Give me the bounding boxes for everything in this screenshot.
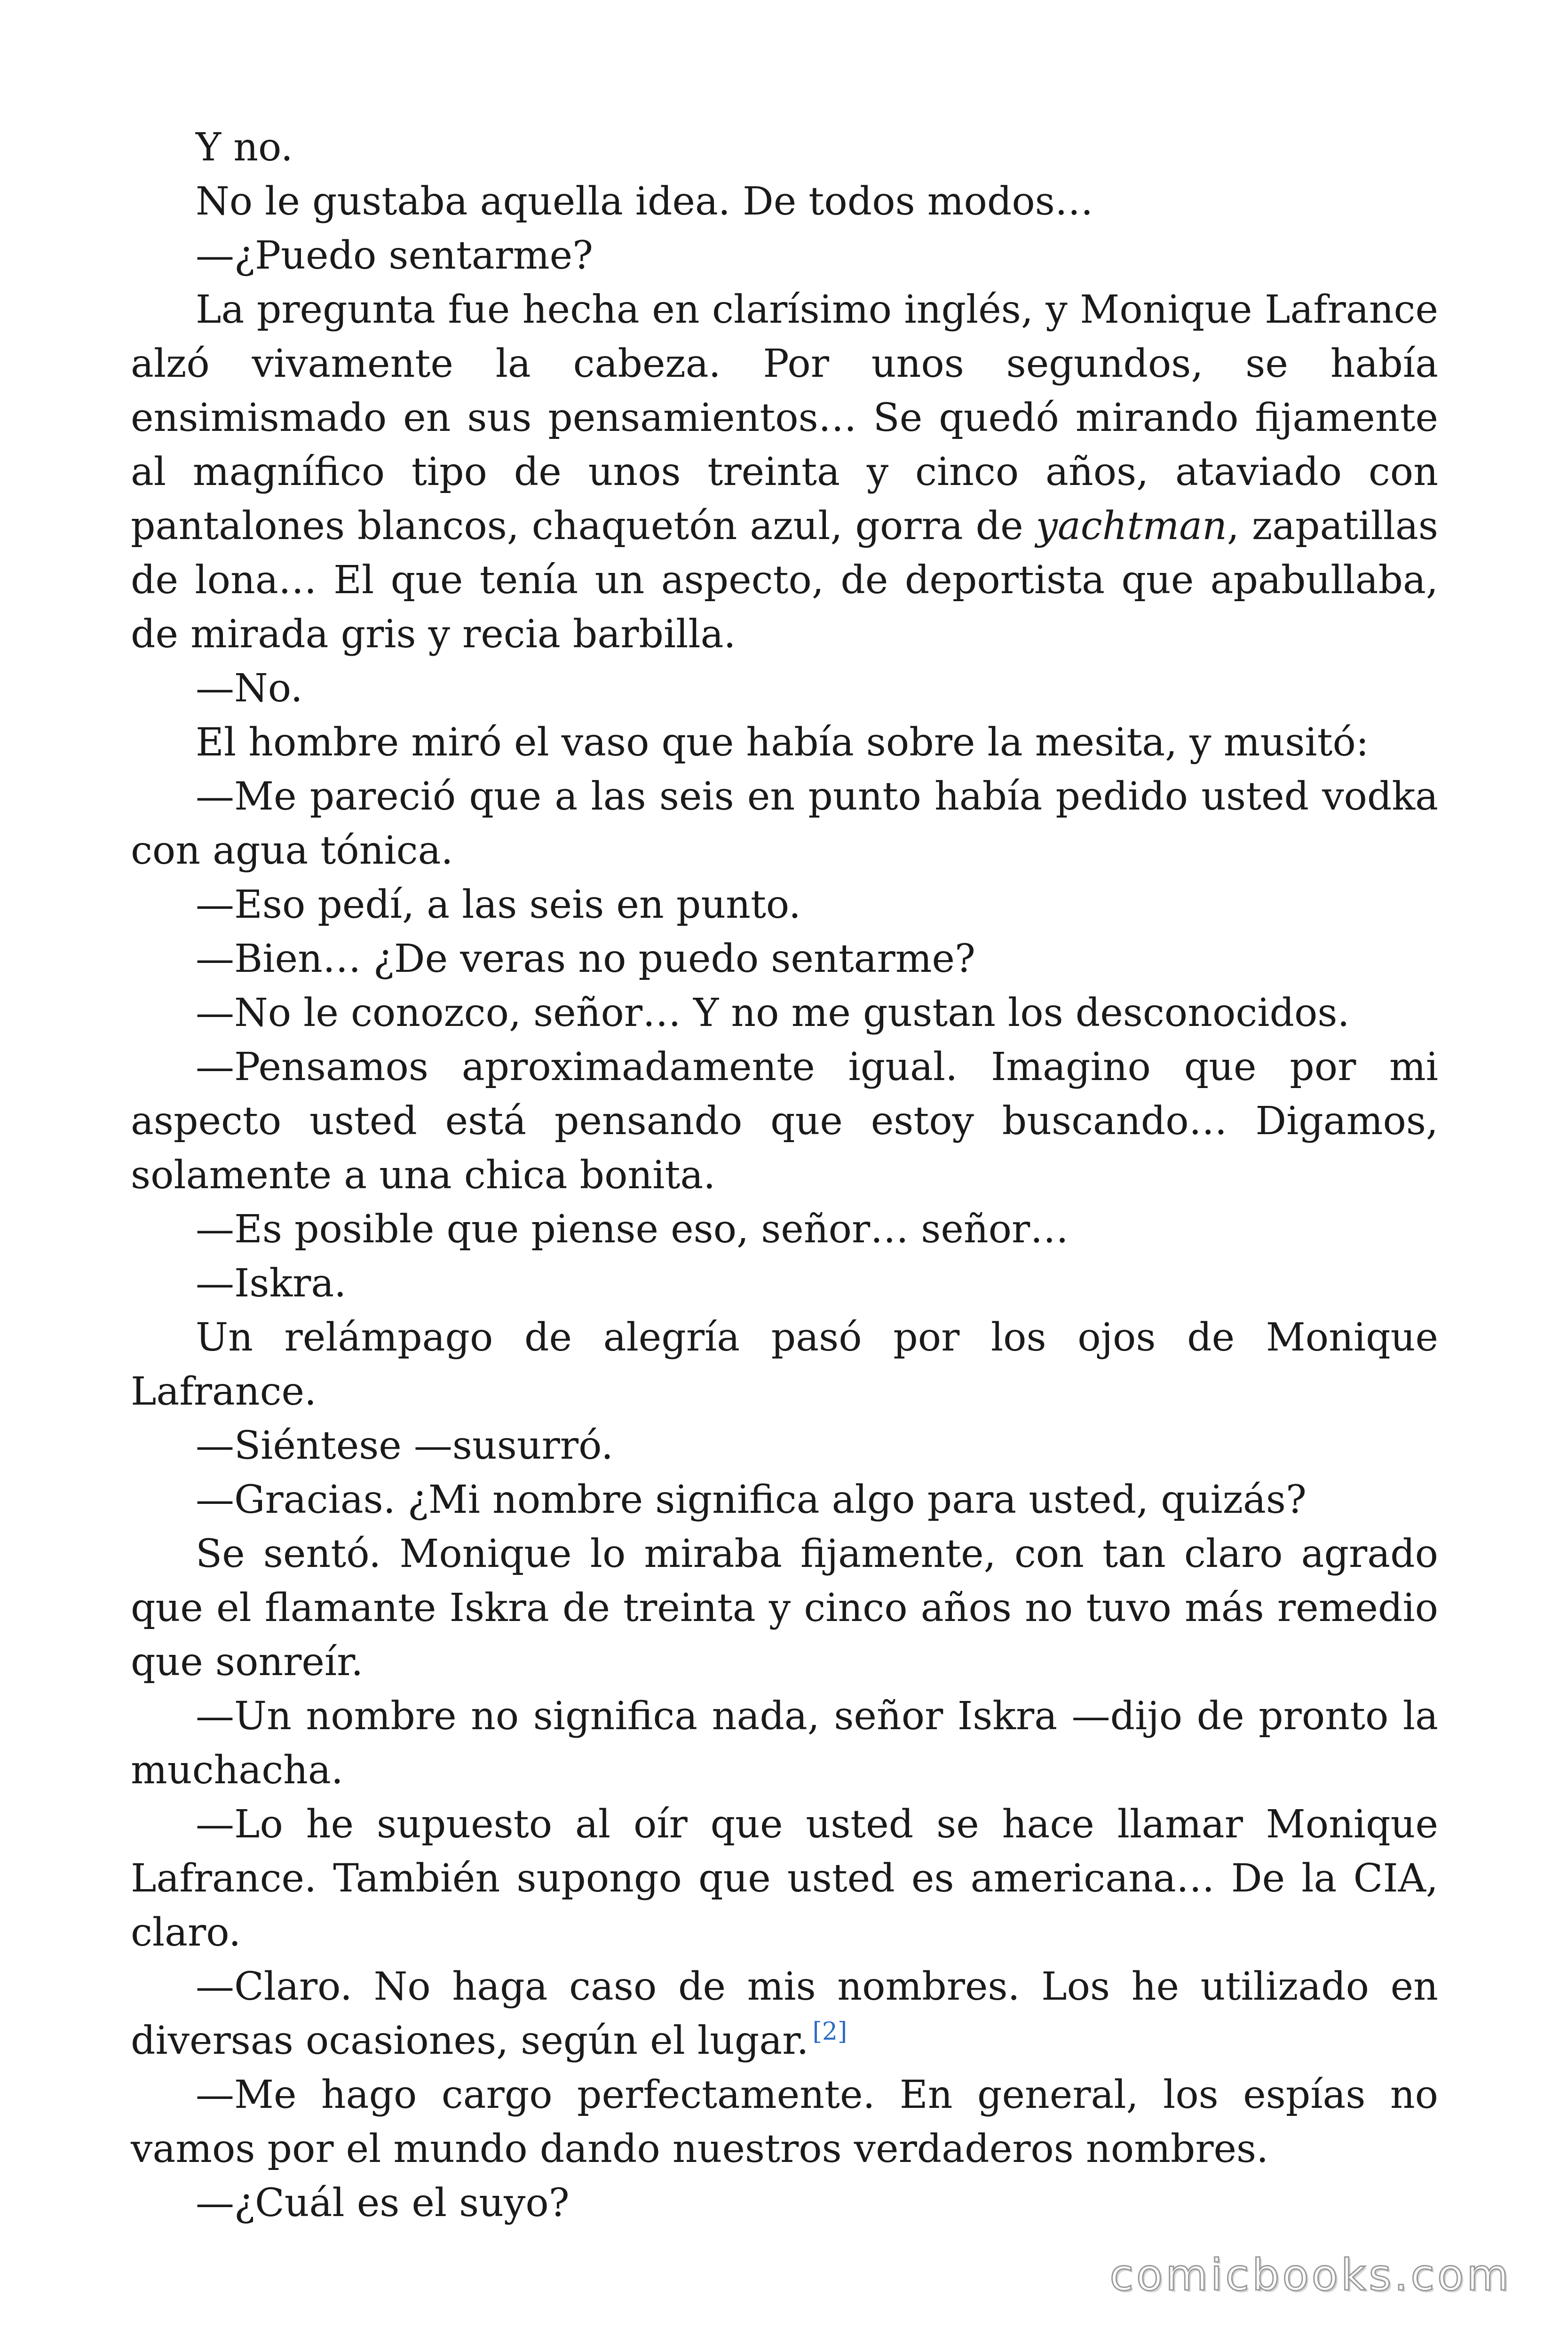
paragraph: —Es posible que piense eso, señor… señor…: [196, 1207, 1069, 1252]
paragraph: —Un nombre no significa nada, señor Iskra —dijo de pronto la muchacha.: [131, 1694, 1438, 1793]
paragraph: —Me hago cargo perfectamente. En general, los espías no vamos por el mundo dando nuestros verdaderos nombres.: [131, 2073, 1438, 2171]
paragraph-text: , zapatillas de lona… El que tenía un aspecto, de deportista que apabullaba, de mirada gris y recia barbilla.: [131, 504, 1439, 657]
paragraph: —Eso pedí, a las seis en punto.: [196, 882, 801, 927]
paragraph: [131, 283, 1438, 661]
paragraph: —Lo he supuesto al oír que usted se hace llamar Monique Lafrance. También supongo que usted es americana… De la CIA, claro.: [131, 1802, 1438, 1955]
paragraph-text: —Claro. No haga caso de mis nombres. Los he utilizado en diversas ocasiones, según el lugar.: [131, 1964, 1438, 2063]
paragraph: —Bien… ¿De veras no puedo sentarme?: [196, 937, 975, 981]
paragraph: No le gustaba aquella idea. De todos modos…: [196, 179, 1093, 224]
paragraph: [131, 1960, 1438, 2068]
italic-word: yachtman: [1036, 504, 1227, 548]
paragraph-text: La pregunta fue hecha en clarísimo inglés, y Monique Lafrance alzó vivamente la cabeza. Por unos segundos, se había ensimismado en sus pensamientos… Se quedó mirando fijamente al magnífico tipo de unos treinta y cinco años, ataviado con pantalones blancos, chaquetón azul, gorra de: [131, 287, 1438, 548]
paragraph: —Siéntese —susurró.: [196, 1423, 614, 1468]
paragraph: —Iskra.: [196, 1261, 347, 1306]
paragraph: —No.: [196, 666, 303, 711]
footnote-link[interactable]: [2]: [812, 2018, 847, 2046]
watermark-logo: comicbooks.com: [1109, 2250, 1512, 2300]
paragraph: Se sentó. Monique lo miraba fijamente, con tan claro agrado que el flamante Iskra de treinta y cinco años no tuvo más remedio que sonreír.: [131, 1532, 1438, 1685]
paragraph: El hombre miró el vaso que había sobre la mesita, y musitó:: [196, 720, 1369, 765]
paragraph: —Gracias. ¿Mi nombre significa algo para usted, quizás?: [196, 1478, 1307, 1522]
paragraph: —Pensamos aproximadamente igual. Imagino que por mi aspecto usted está pensando que estoy buscando… Digamos, solamente a una chica bonita.: [131, 1045, 1438, 1198]
paragraph: —Me pareció que a las seis en punto había pedido usted vodka con agua tónica.: [131, 774, 1438, 873]
document-body: [131, 120, 1438, 2230]
paragraph: Un relámpago de alegría pasó por los ojos de Monique Lafrance.: [131, 1315, 1438, 1414]
paragraph: —No le conozco, señor… Y no me gustan los desconocidos.: [196, 991, 1350, 1035]
paragraph: Y no.: [196, 125, 293, 170]
paragraph: —¿Cuál es el suyo?: [196, 2181, 570, 2225]
paragraph: —¿Puedo sentarme?: [196, 233, 594, 278]
